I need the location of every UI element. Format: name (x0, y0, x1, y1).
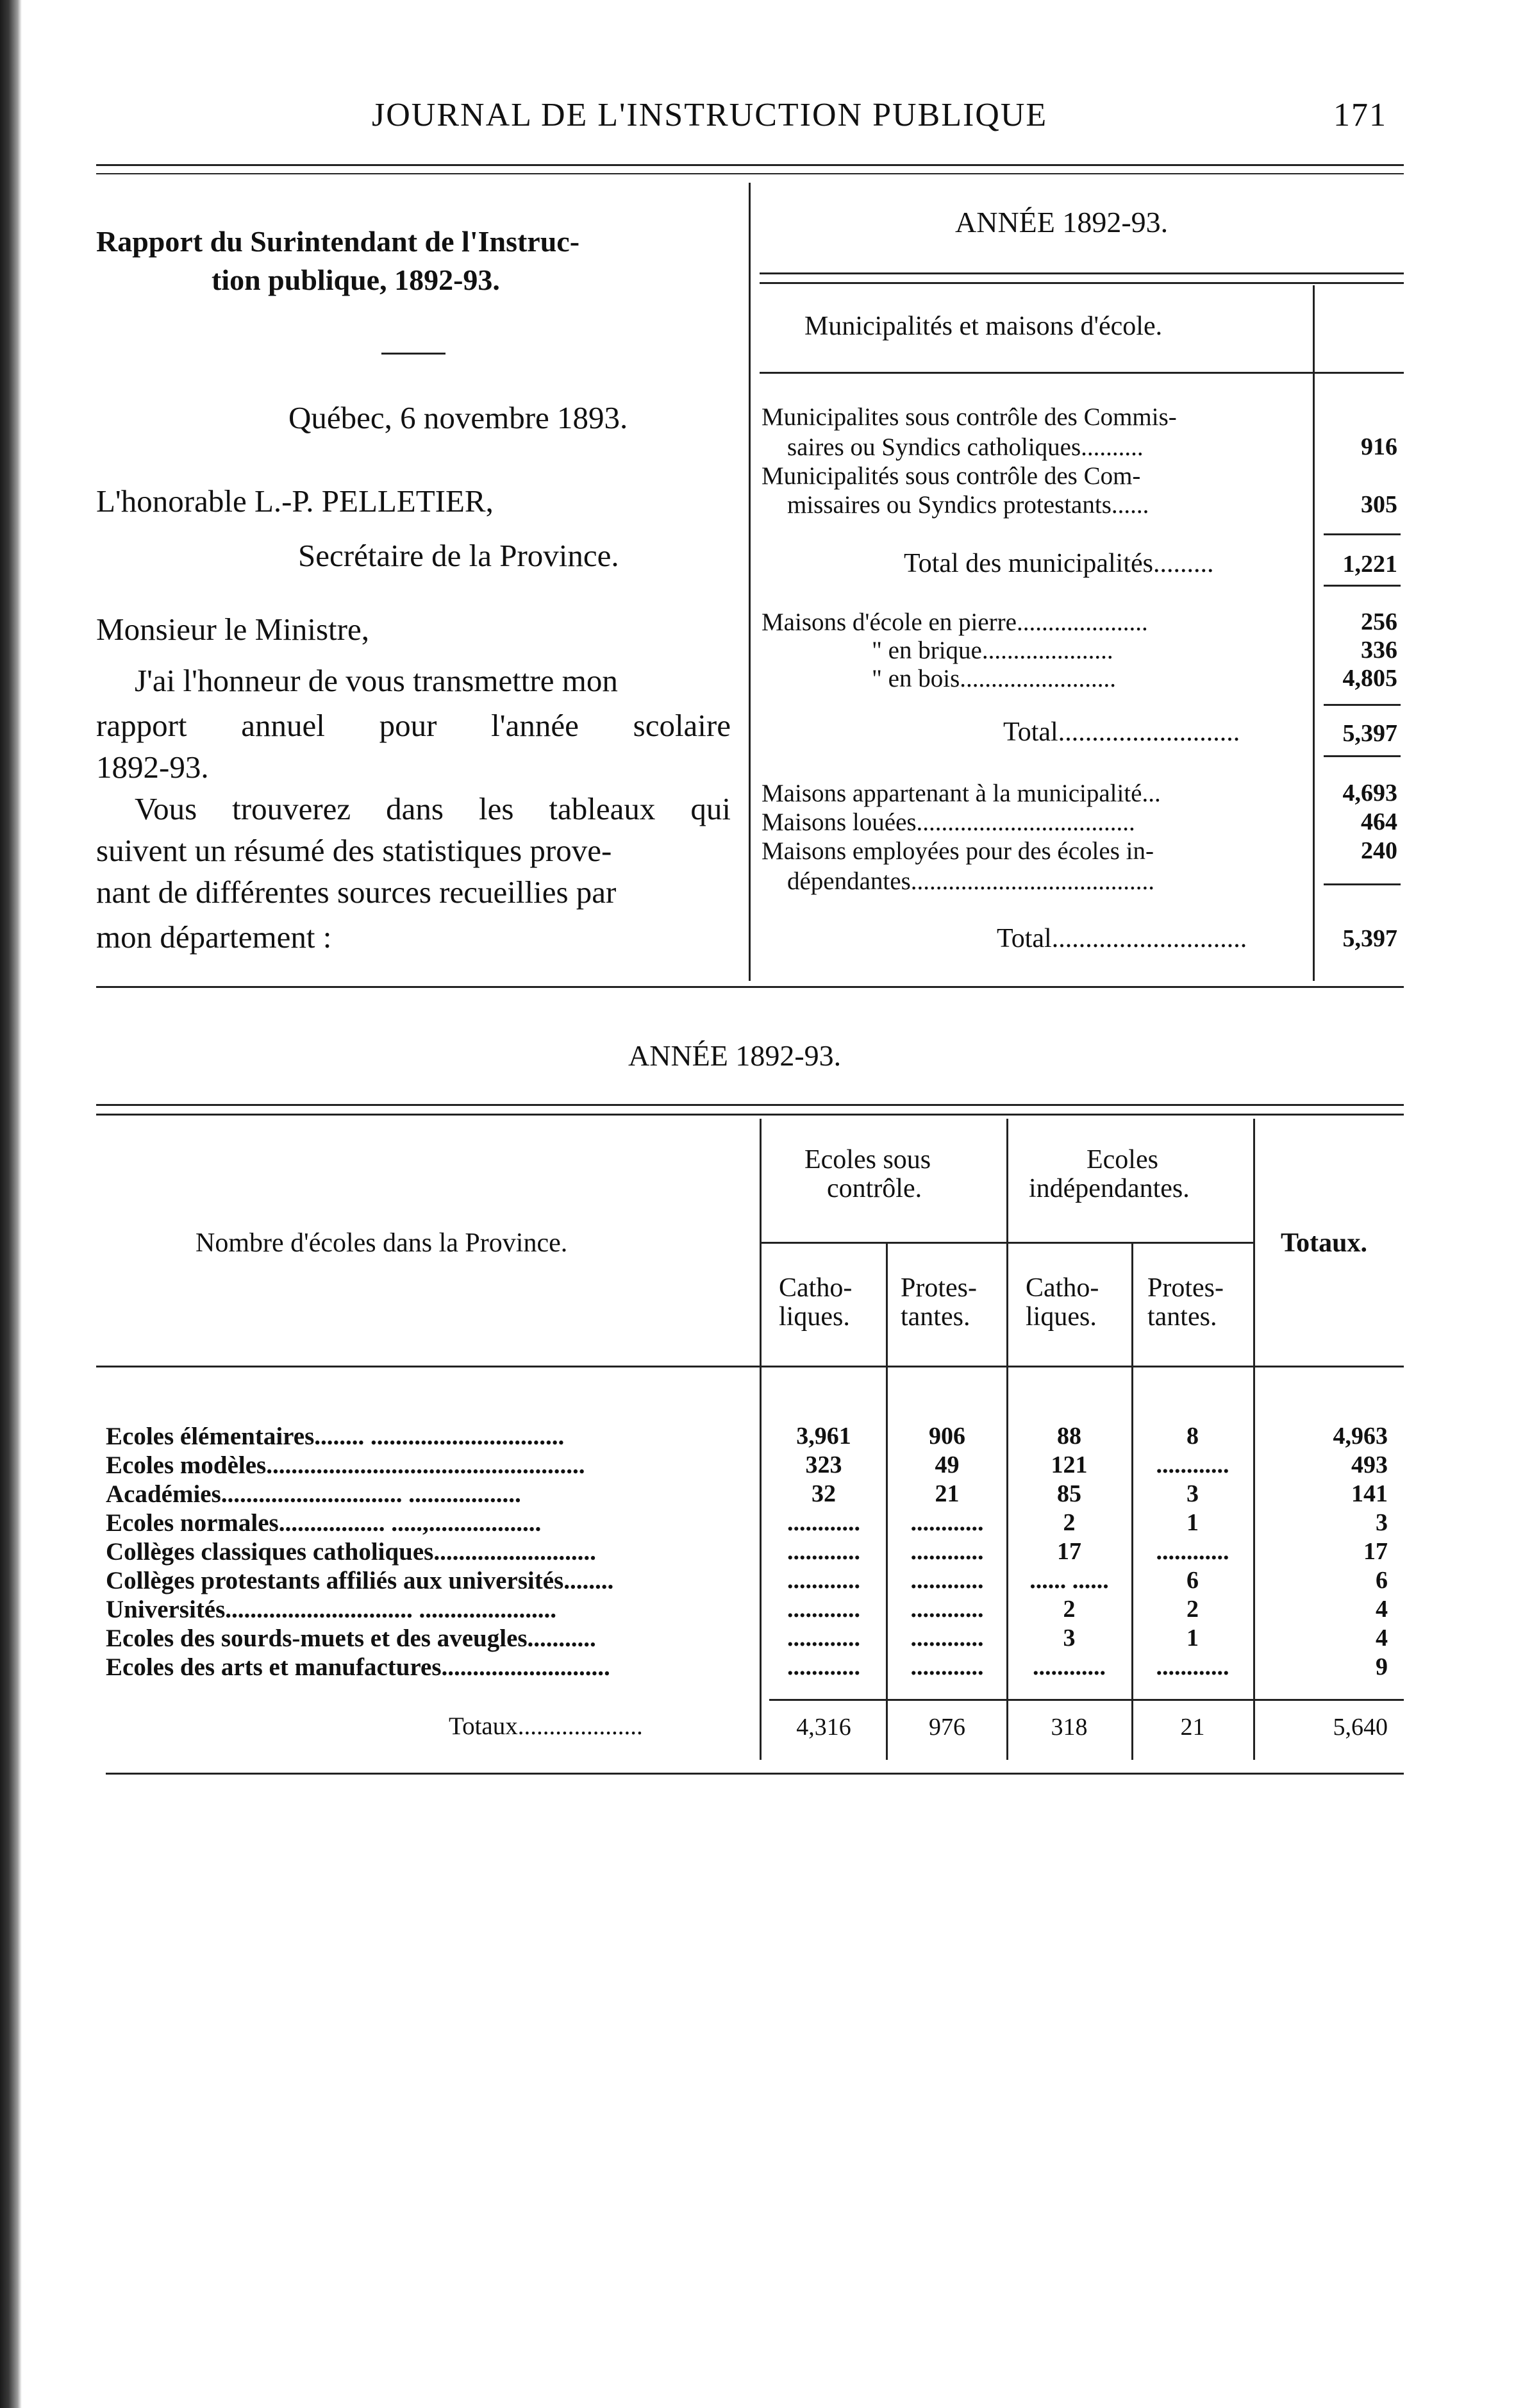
column-divider (749, 183, 751, 981)
muni-prot-line1: Municipalités sous contrôle des Com- (762, 462, 1141, 490)
muni-prot-line2: missaires ou Syndics protestants...... (787, 491, 1149, 519)
table2-cell-c4: 3 (1186, 1480, 1199, 1507)
independent-label-2: dépendantes....................................... (787, 867, 1155, 895)
t2-vline-1 (760, 1119, 762, 1760)
table2-cell-c2: ............ (910, 1625, 984, 1651)
total-prot-independent: 21 (1180, 1714, 1205, 1741)
owned-value: 4,693 (1342, 780, 1397, 807)
muni-total-value: 1,221 (1342, 551, 1397, 578)
house-stone-label: Maisons d'école en pierre..................... (762, 608, 1148, 636)
table2-cell-total: 4 (1376, 1596, 1388, 1623)
table2-row-label: Collèges protestants affiliés aux universités........ (106, 1567, 614, 1594)
owned-total-value: 5,397 (1342, 925, 1397, 952)
house-wood-value: 4,805 (1342, 665, 1397, 692)
table1-value-divider (1313, 285, 1315, 981)
houses-total-rule (1324, 704, 1401, 706)
muni-cath-value: 916 (1361, 433, 1397, 460)
table2-cell-c2: ............ (910, 1567, 984, 1594)
sub-prot1-l1: Protes- (901, 1273, 977, 1303)
totals-label: Totaux.................... (449, 1712, 643, 1740)
t2-vline-4 (1131, 1244, 1133, 1760)
table2-cell-c2: ............ (910, 1538, 984, 1565)
table2-bottom-rule (106, 1773, 1404, 1775)
table2-cell-c1: 323 (805, 1451, 842, 1478)
para2-line2: suivent un résumé des statistiques prove- (96, 833, 612, 868)
sub-cath1-l1: Catho- (779, 1273, 853, 1303)
table2-cell-c4: 2 (1186, 1596, 1199, 1623)
scanned-page-edge (0, 0, 22, 2408)
table1-year: ANNÉE 1892-93. (955, 206, 1169, 238)
table2-header-rule (96, 1366, 1404, 1367)
sub-cath2-l1: Catho- (1026, 1273, 1099, 1303)
muni-cath-line2: saires ou Syndics catholiques.......... (787, 433, 1144, 461)
table2-cell-c3: 88 (1057, 1423, 1081, 1450)
house-brick-value: 336 (1361, 637, 1397, 664)
table2-totals-rule (769, 1699, 1404, 1701)
table2-cell-c4: ............ (1156, 1451, 1229, 1478)
sub-prot1-l2: tantes. (901, 1302, 970, 1332)
owned-total-label: Total............................. (997, 924, 1247, 953)
table1-bottom-rule (96, 986, 1404, 988)
t2-vline-3 (1006, 1119, 1008, 1760)
table2-cell-c2: ............ (910, 1653, 984, 1680)
house-brick-label: " en brique..................... (872, 637, 1113, 664)
sub-prot2-l1: Protes- (1147, 1273, 1224, 1303)
addressee-role: Secrétaire de la Province. (298, 538, 619, 573)
table2-row-header: Nombre d'écoles dans la Province. (196, 1228, 568, 1258)
table2-cell-c4: 6 (1186, 1567, 1199, 1594)
table2-cell-c4: ............ (1156, 1653, 1229, 1680)
table2-cell-c3: 3 (1063, 1625, 1076, 1651)
houses-total-rule-bottom (1324, 755, 1401, 757)
page-number: 171 (1333, 97, 1387, 133)
total-cath-independent: 318 (1051, 1714, 1088, 1741)
table2-cell-total: 17 (1363, 1538, 1388, 1565)
table1-header-rule (760, 372, 1404, 374)
table2-cell-c2: ............ (910, 1596, 984, 1623)
table2-cell-c1: ............ (787, 1596, 860, 1623)
table2-row-label: Ecoles modèles................................................... (106, 1451, 585, 1479)
table2-cell-c1: ............ (787, 1567, 860, 1594)
table2-row-label: Ecoles des arts et manufactures........................... (106, 1653, 610, 1681)
group2-header-line2: indépendantes. (1029, 1174, 1190, 1203)
para2-line1: Vous trouverez dans les tableaux qui (135, 791, 731, 826)
t2-vline-5 (1253, 1119, 1255, 1760)
table2-cell-c3: ...... ...... (1029, 1567, 1109, 1594)
table2-cell-c1: ............ (787, 1509, 860, 1536)
table2-year: ANNÉE 1892-93. (628, 1039, 842, 1072)
muni-total-label: Total des municipalités......... (904, 549, 1214, 578)
header-rule-2 (96, 173, 1404, 174)
muni-prot-value: 305 (1361, 491, 1397, 518)
table2-top-rule-2 (96, 1114, 1404, 1116)
totals-header: Totaux. (1281, 1228, 1368, 1258)
table2-row-label: Ecoles normales................. .....,.................. (106, 1509, 542, 1537)
table2-cell-total: 141 (1351, 1480, 1388, 1507)
sub-cath1-l2: liques. (779, 1302, 850, 1332)
table2-row-label: Ecoles des sourds-muets et des aveugles........... (106, 1625, 596, 1652)
table2-cell-total: 4 (1376, 1625, 1388, 1651)
table2-cell-c3: 17 (1057, 1538, 1081, 1565)
table2-cell-c4: 1 (1186, 1509, 1199, 1536)
total-cath-controlled: 4,316 (796, 1714, 851, 1741)
table2-cell-c2: 21 (935, 1480, 960, 1507)
table2-row-label: Collèges classiques catholiques.......................... (106, 1538, 596, 1566)
house-stone-value: 256 (1361, 608, 1397, 635)
table2-cell-total: 493 (1351, 1451, 1388, 1478)
table2-cell-c2: ............ (910, 1509, 984, 1536)
muni-cath-line1: Municipalites sous contrôle des Commis- (762, 403, 1177, 431)
table2-cell-c2: 49 (935, 1451, 960, 1478)
table2-cell-c1: ............ (787, 1625, 860, 1651)
t2-vline-2 (886, 1244, 888, 1760)
muni-total-rule-bottom (1324, 585, 1401, 587)
group1-header-line2: contrôle. (827, 1174, 922, 1203)
table2-row-label: Ecoles élémentaires........ ............................... (106, 1423, 565, 1450)
table2-row-label: Académies............................. .................. (106, 1480, 521, 1508)
table2-cell-c4: 1 (1186, 1625, 1199, 1651)
group1-header-line1: Ecoles sous (804, 1145, 931, 1175)
journal-title: JOURNAL DE L'INSTRUCTION PUBLIQUE (372, 97, 1048, 133)
table1-top-rule-2 (760, 282, 1404, 284)
table2-cell-total: 3 (1376, 1509, 1388, 1536)
grand-total: 5,640 (1333, 1714, 1388, 1741)
muni-total-rule (1324, 533, 1401, 535)
sub-prot2-l2: tantes. (1147, 1302, 1217, 1332)
rented-value: 464 (1361, 808, 1397, 835)
report-title-line2: tion publique, 1892-93. (212, 263, 500, 296)
table2-cell-c3: 2 (1063, 1509, 1076, 1536)
table2-cell-total: 4,963 (1333, 1423, 1388, 1450)
table2-cell-c1: ............ (787, 1653, 860, 1680)
house-wood-label: " en bois......................... (872, 665, 1116, 692)
total-prot-controlled: 976 (929, 1714, 965, 1741)
table2-cell-total: 9 (1376, 1653, 1388, 1680)
owned-total-rule (1324, 883, 1401, 885)
table2-cell-c3: ............ (1033, 1653, 1106, 1680)
title-separator (381, 353, 445, 355)
table2-cell-c4: ............ (1156, 1538, 1229, 1565)
table1-top-rule (760, 272, 1404, 274)
owned-label: Maisons appartenant à la municipalité... (762, 780, 1161, 807)
table2-cell-c1: 32 (812, 1480, 836, 1507)
table2-row-label: Universités.............................. ...................... (106, 1596, 557, 1623)
houses-total-label: Total........................... (1003, 717, 1240, 747)
table2-cell-c3: 85 (1057, 1480, 1081, 1507)
table2-cell-c1: ............ (787, 1538, 860, 1565)
independent-value: 240 (1361, 837, 1397, 864)
table2-cell-c1: 3,961 (796, 1423, 851, 1450)
table2-cell-c4: 8 (1186, 1423, 1199, 1450)
table2-cell-c3: 2 (1063, 1596, 1076, 1623)
houses-total-value: 5,397 (1342, 720, 1397, 747)
table2-cell-c2: 906 (929, 1423, 965, 1450)
rented-label: Maisons louées................................... (762, 808, 1135, 836)
para2-line3: nant de différentes sources recueillies par (96, 874, 617, 910)
para2-line4: mon département : (96, 919, 332, 955)
para1-line3: 1892-93. (96, 749, 209, 785)
independent-label: Maisons employées pour des écoles in- (762, 837, 1154, 865)
table2-cell-c3: 121 (1051, 1451, 1088, 1478)
group-header-rule (762, 1242, 1253, 1244)
table2-cell-total: 6 (1376, 1567, 1388, 1594)
table1-column-header: Municipalités et maisons d'école. (804, 312, 1163, 341)
table2-top-rule (96, 1104, 1404, 1106)
para1-line2: rapport annuel pour l'année scolaire (96, 708, 731, 743)
salutation: Monsieur le Ministre, (96, 612, 369, 647)
addressee: L'honorable L.-P. PELLETIER, (96, 483, 494, 519)
sub-cath2-l2: liques. (1026, 1302, 1097, 1332)
para1-line1: J'ai l'honneur de vous transmettre mon (135, 663, 618, 698)
report-title-line1: Rapport du Surintendant de l'Instruc- (96, 225, 580, 258)
header-rule (96, 164, 1404, 166)
group2-header-line1: Ecoles (1087, 1145, 1158, 1175)
letter-date: Québec, 6 novembre 1893. (288, 400, 628, 435)
